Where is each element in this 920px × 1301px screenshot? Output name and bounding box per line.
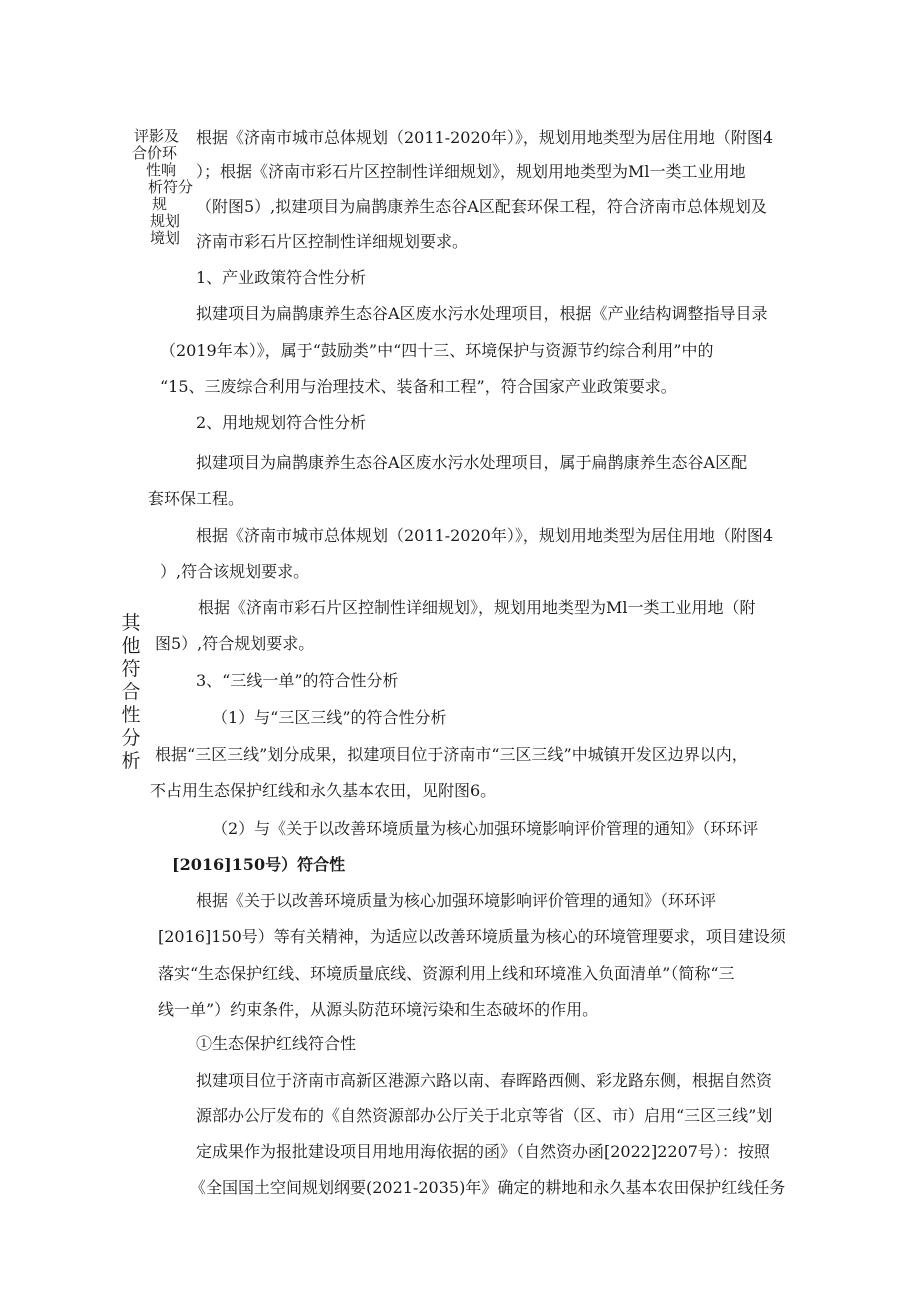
side-label-row: 析符分: [148, 178, 194, 196]
text-line: 线一单”）约束条件，从源头防范环境污染和生态破坏的作用。: [158, 1000, 599, 1019]
side-label-other: 其他符合性分析: [121, 612, 141, 772]
text-line: 不占用生态保护红线和永久基本农田，见附图6。: [150, 781, 497, 800]
side-label-row: 规: [152, 195, 168, 213]
text-line: （附图5）,拟建项目为扁鹊康养生态谷A区配套环保工程，符合济南市总体规划及: [196, 197, 767, 216]
text-line: 拟建项目为扁鹊康养生态谷A区废水污水处理项目，根据《产业结构调整指导目录: [196, 304, 768, 323]
side-label-row: 规划: [150, 212, 181, 230]
text-line: 落实“生态保护红线、环境质量底线、资源利用上线和环境准入负面清单”（简称“三: [158, 964, 735, 983]
text-line: 根据《济南市城市总体规划（2011-2020年）》，规划用地类型为居住用地（附图4: [196, 128, 774, 147]
text-line: 根据《济南市彩石片区控制性详细规划》，规划用地类型为Ml一类工业用地（附: [198, 598, 756, 617]
side-label-row: 合价环: [132, 144, 178, 162]
item-heading: ①生态保护红线符合性: [196, 1034, 357, 1053]
text-line: “15、三废综合利用与治理技术、装备和工程”，符合国家产业政策要求。: [160, 377, 677, 396]
text-line: 根据《关于以改善环境质量为核心加强环境影响评价管理的通知》（环环评: [196, 891, 717, 910]
text-line: 定成果作为报批建设项目用地用海依据的函》（自然资办函[2022]2207号）：按照: [196, 1142, 770, 1161]
text-line: ）,符合该规划要求。: [160, 562, 310, 581]
text-line: 《全国国土空间规划纲要(2021-2035)年》确定的耕地和永久基本农田保护红线任务: [190, 1178, 786, 1197]
text-line: 根据《济南市城市总体规划（2011-2020年）》，规划用地类型为居住用地（附图4: [196, 526, 774, 545]
text-line: ）；根据《济南市彩石片区控制性详细规划》，规划用地类型为Ml一类工业用地: [196, 162, 746, 181]
side-label-planning: [128, 127, 194, 247]
subsection-heading: （1）与“三区三线”的符合性分析: [212, 708, 447, 727]
subsection-heading: （2）与《关于以改善环境质量为核心加强环境影响评价管理的通知》（环环评: [212, 819, 759, 838]
text-line: 套环保工程。: [148, 489, 245, 508]
side-label-row: 性响: [146, 161, 177, 179]
side-label-row: 境划: [150, 229, 181, 247]
text-line: 拟建项目位于济南市高新区港源六路以南、春晖路西侧、彩龙路东侧，根据自然资: [196, 1071, 773, 1090]
text-line: 源部办公厅发布的《自然资源部办公厅关于北京等省（区、市）启用“三区三线”划: [196, 1106, 773, 1125]
text-line: 济南市彩石片区控制性详细规划要求。: [196, 232, 469, 251]
text-line: （2019年本）》，属于“鼓励类”中“四十三、环境保护与资源节约综合利用”中的: [160, 341, 714, 360]
text-line: 图5）,符合规划要求。: [155, 634, 315, 653]
text-line: 根据“三区三线”划分成果，拟建项目位于济南市“三区三线”中城镇开发区边界以内，: [155, 745, 748, 764]
section-heading: 2、用地规划符合性分析: [196, 413, 367, 432]
section-heading: 1、产业政策符合性分析: [196, 268, 367, 287]
text-line: [2016]150号）等有关精神，为适应以改善环境质量为核心的环境管理要求，项目建设须: [158, 927, 786, 946]
text-line: 拟建项目为扁鹊康养生态谷A区废水污水处理项目，属于扁鹊康养生态谷A区配: [196, 453, 748, 472]
section-heading: 3、“三线一单”的符合性分析: [196, 671, 399, 690]
side-label-row: 评影及: [134, 127, 180, 145]
subsection-heading: [2016]150号）符合性: [172, 855, 346, 874]
